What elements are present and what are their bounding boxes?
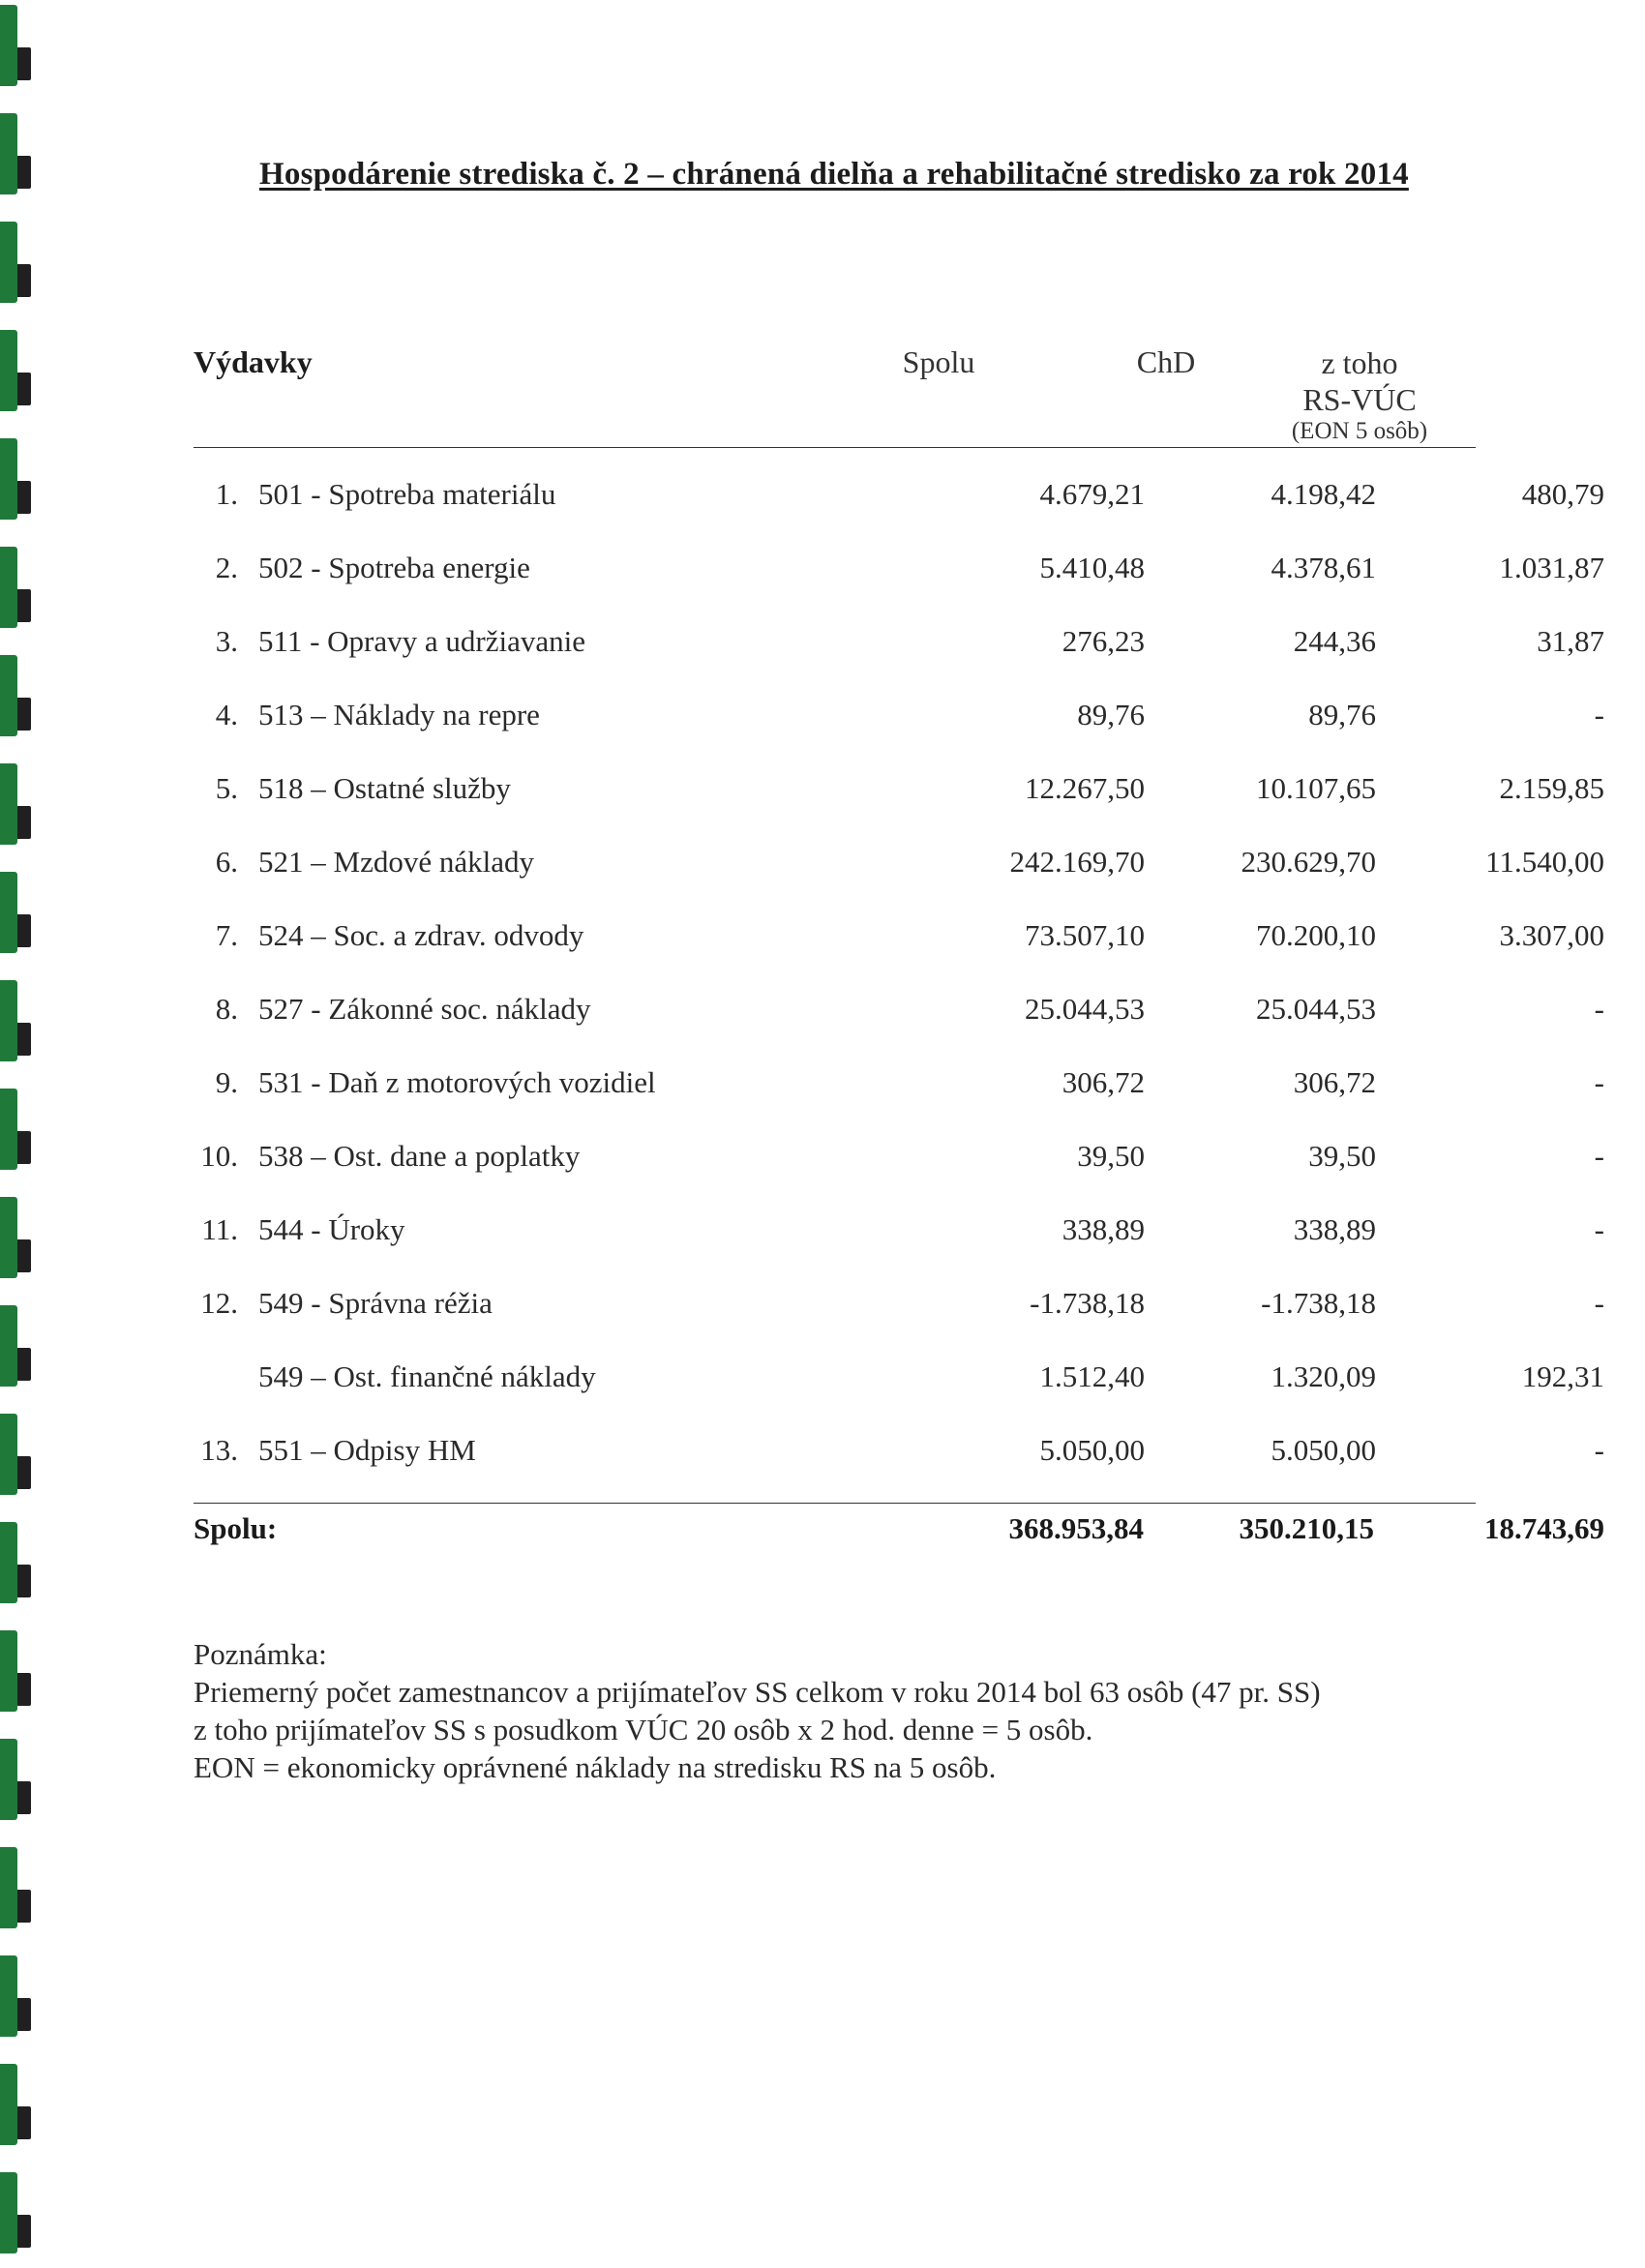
total-label: Spolu:	[194, 1511, 278, 1545]
binding-hole	[0, 330, 17, 411]
row-description: 549 – Ost. finančné náklady	[258, 1359, 596, 1393]
header-rs-line3: (EON 5 osôb)	[1291, 418, 1428, 444]
page-title: Hospodárenie strediska č. 2 – chránená dielňa a rehabilitačné stredisko za rok 2014	[259, 157, 1409, 192]
row-total: 242.169,70	[1009, 845, 1145, 879]
header-expenses: Výdavky	[194, 344, 313, 379]
row-number: 5.	[215, 771, 238, 805]
header-chd: ChD	[1136, 344, 1196, 379]
table-row	[194, 551, 1604, 624]
row-number: 4.	[215, 698, 238, 731]
row-chd: 338,89	[1293, 1212, 1376, 1246]
row-rs-vuc: 480,79	[1521, 477, 1604, 511]
binding-hole	[0, 222, 17, 303]
row-chd: 230.629,70	[1241, 845, 1376, 879]
row-description: 502 - Spotreba energie	[258, 551, 530, 584]
row-chd: 1.320,09	[1271, 1359, 1376, 1393]
row-rs-vuc: 31,87	[1537, 624, 1604, 658]
binding-hole	[0, 2172, 17, 2253]
row-rs-vuc: -	[1594, 1286, 1604, 1320]
row-rs-vuc: -	[1594, 1433, 1604, 1467]
binding-hole	[0, 763, 17, 845]
row-number: 6.	[215, 845, 238, 879]
binding-hole	[0, 1414, 17, 1495]
total-sum: 368.953,84	[1008, 1511, 1144, 1545]
row-rs-vuc: -	[1594, 698, 1604, 731]
total-rs-vuc: 18.743,69	[1484, 1511, 1604, 1545]
binding-hole	[0, 5, 17, 86]
row-rs-vuc: -	[1594, 992, 1604, 1026]
row-number: 9.	[215, 1065, 238, 1099]
row-total: 306,72	[1062, 1065, 1145, 1099]
row-rs-vuc: 1.031,87	[1499, 551, 1604, 584]
table-row	[194, 1065, 1604, 1139]
row-description: 524 – Soc. a zdrav. odvody	[258, 918, 584, 952]
row-number: 12.	[200, 1286, 238, 1320]
row-chd: 306,72	[1293, 1065, 1376, 1099]
table-row	[194, 698, 1604, 771]
table-row	[194, 624, 1604, 698]
row-total: 73.507,10	[1025, 918, 1145, 952]
row-chd: 70.200,10	[1256, 918, 1376, 952]
row-number: 2.	[215, 551, 238, 584]
row-description: 513 – Náklady na repre	[258, 698, 540, 731]
binding-hole	[0, 1955, 17, 2037]
row-total: 1.512,40	[1039, 1359, 1145, 1393]
row-total: 89,76	[1077, 698, 1145, 731]
note-section	[194, 1635, 1490, 1786]
header-total: Spolu	[902, 344, 975, 379]
row-total: 25.044,53	[1025, 992, 1145, 1026]
table-row	[194, 771, 1604, 845]
table-row	[194, 1433, 1604, 1507]
row-chd: 5.050,00	[1271, 1433, 1376, 1467]
row-rs-vuc: 11.540,00	[1485, 845, 1604, 879]
table-row	[194, 1359, 1604, 1433]
row-chd: 4.378,61	[1271, 551, 1376, 584]
row-total: 5.050,00	[1039, 1433, 1145, 1467]
binding-hole	[0, 1197, 17, 1278]
table-body	[194, 477, 1604, 1507]
row-description: 518 – Ostatné služby	[258, 771, 511, 805]
table-row	[194, 992, 1604, 1065]
binding-hole	[0, 2064, 17, 2145]
row-description: 501 - Spotreba materiálu	[258, 477, 556, 511]
row-number: 8.	[215, 992, 238, 1026]
row-chd: 10.107,65	[1256, 771, 1376, 805]
row-description: 538 – Ost. dane a poplatky	[258, 1139, 581, 1173]
note-line: z toho prijímateľov SS s posudkom VÚC 20 osôb x 2 hod. denne = 5 osôb.	[194, 1713, 1093, 1746]
row-number: 11.	[201, 1212, 238, 1246]
table-row	[194, 1286, 1604, 1359]
row-number: 7.	[215, 918, 238, 952]
row-rs-vuc: -	[1594, 1139, 1604, 1173]
table-row	[194, 477, 1604, 551]
row-total: 12.267,50	[1025, 771, 1145, 805]
binding-hole	[0, 1847, 17, 1928]
row-description: 551 – Odpisy HM	[258, 1433, 476, 1467]
row-total: 4.679,21	[1039, 477, 1145, 511]
row-total: -1.738,18	[1030, 1286, 1145, 1320]
note-heading: Poznámka:	[194, 1637, 327, 1671]
table-total-row	[194, 1503, 1604, 1562]
binding-hole	[0, 1739, 17, 1820]
table-row	[194, 1139, 1604, 1212]
header-rs-line1: z toho	[1321, 345, 1398, 380]
row-number: 10.	[200, 1139, 238, 1173]
row-total: 5.410,48	[1039, 551, 1145, 584]
total-chd: 350.210,15	[1239, 1511, 1374, 1545]
row-description: 527 - Zákonné soc. náklady	[258, 992, 591, 1026]
row-number: 3.	[215, 624, 238, 658]
row-rs-vuc: -	[1594, 1065, 1604, 1099]
row-description: 544 - Úroky	[258, 1212, 405, 1246]
binding-hole	[0, 872, 17, 953]
header-rs-vuc	[1248, 344, 1471, 445]
row-number: 1.	[215, 477, 238, 511]
binding-hole	[0, 1089, 17, 1170]
row-description: 531 - Daň z motorových vozidiel	[258, 1065, 656, 1099]
row-total: 39,50	[1077, 1139, 1145, 1173]
row-chd: 89,76	[1308, 698, 1376, 731]
binding-hole	[0, 655, 17, 736]
table-header	[194, 339, 1476, 448]
row-total: 276,23	[1062, 624, 1145, 658]
binding-hole	[0, 1630, 17, 1712]
row-rs-vuc: 3.307,00	[1499, 918, 1604, 952]
binding-hole	[0, 980, 17, 1061]
binding-hole	[0, 1305, 17, 1387]
row-description: 549 - Správna réžia	[258, 1286, 493, 1320]
binding-hole	[0, 438, 17, 520]
row-number: 13.	[200, 1433, 238, 1467]
row-total: 338,89	[1062, 1212, 1145, 1246]
row-chd: 39,50	[1308, 1139, 1376, 1173]
row-chd: 25.044,53	[1256, 992, 1376, 1026]
note-line: EON = ekonomicky oprávnené náklady na stredisku RS na 5 osôb.	[194, 1750, 997, 1784]
spiral-binding	[0, 0, 39, 2268]
row-chd: -1.738,18	[1261, 1286, 1376, 1320]
header-rs-line2: RS-VÚC	[1302, 382, 1417, 417]
row-rs-vuc: -	[1594, 1212, 1604, 1246]
table-row	[194, 1212, 1604, 1286]
row-description: 511 - Opravy a udržiavanie	[258, 624, 585, 658]
expense-table	[194, 339, 1604, 1562]
row-chd: 4.198,42	[1271, 477, 1376, 511]
row-chd: 244,36	[1293, 624, 1376, 658]
binding-hole	[0, 547, 17, 628]
binding-hole	[0, 113, 17, 194]
row-rs-vuc: 2.159,85	[1499, 771, 1604, 805]
table-row	[194, 845, 1604, 918]
binding-hole	[0, 1522, 17, 1603]
row-rs-vuc: 192,31	[1521, 1359, 1604, 1393]
note-line: Priemerný počet zamestnancov a prijímateľov SS celkom v roku 2014 bol 63 osôb (47 pr. SS)	[194, 1675, 1321, 1709]
row-description: 521 – Mzdové náklady	[258, 845, 534, 879]
table-row	[194, 918, 1604, 992]
